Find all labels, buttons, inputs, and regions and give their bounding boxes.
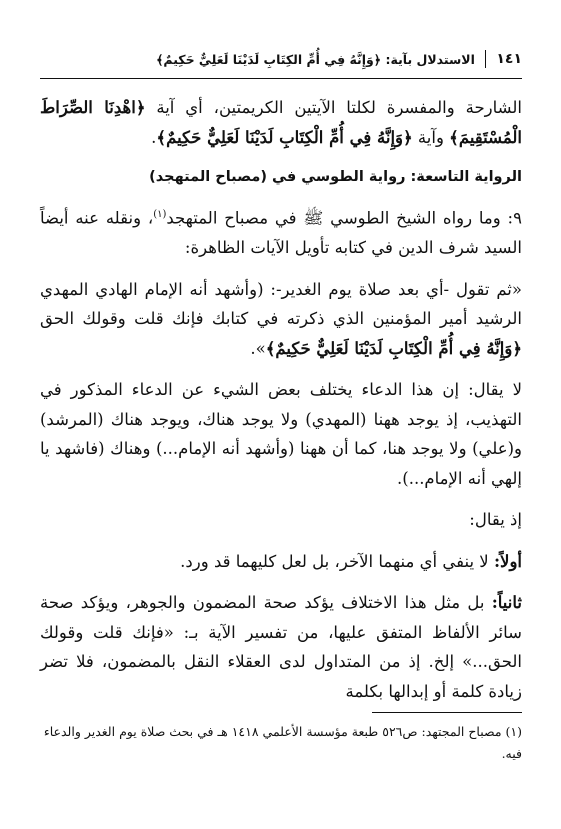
body-text bbox=[40, 93, 522, 765]
running-header bbox=[40, 44, 522, 79]
footnote bbox=[40, 721, 522, 765]
paragraph-4: لا يقال: إن هذا الدعاء يختلف بعض الشيء عن الدعاء المذكور في التهذيب، إذ يوجد ههنا (المهدي) ولا يوجد هناك، ويوجد هناك (المرشد) و(علي) ولا يوجد هنا، كما أن ههنا (وأشهد أنه الإمام...) وهناك (فاشهد يا إلهي أنه الإمام...). bbox=[40, 380, 522, 488]
paragraph-7 bbox=[40, 588, 522, 706]
paragraph-2 bbox=[40, 200, 522, 263]
paragraph-1-text-c: . bbox=[151, 127, 157, 147]
paragraph-3 bbox=[40, 275, 522, 364]
quran-verse-fatiha: ﴿اهْدِنَا الصِّرَاطَ الْمُسْتَقِيمَ﴾ bbox=[40, 98, 522, 147]
quran-verse-quoted: ﴿وَإِنَّهُ فِي أُمِّ الْكِتَابِ لَدَيْنَا لَعَلِيٌّ حَكِيمٌ﴾ bbox=[265, 338, 522, 358]
paragraph-5: إذ يقال: bbox=[469, 510, 522, 529]
header-separator bbox=[485, 50, 487, 68]
footnote-divider bbox=[372, 712, 522, 713]
point-first-label: أولاً: bbox=[493, 551, 522, 571]
footnote-text: مصباح المجتهد: ص٥٢٦ طبعة مؤسسة الأعلمي ١٤١٨ هـ في بحث صلاة يوم الغدير والدعاء فيه. bbox=[43, 724, 522, 761]
paragraph-6 bbox=[40, 547, 522, 577]
paragraph-7-text: بل مثل هذا الاختلاف يؤكد صحة المضمون والجوهر، ويؤكد صحة سائر الألفاظ المتفق عليها، من تفسير الآية بـ: «فإنك قلت وقولك الحق...» إلخ. إذ من المتداول لدى العقلاء النقل بالمضمون، فلا تضر زيادة كلمة أو إبدالها بكلمة bbox=[40, 593, 522, 701]
book-page bbox=[40, 44, 522, 765]
running-title: الاستدلال بآية: ﴿وَإِنَّهُ فِي أُمِّ الكِتَابِ لَدَيْنَا لَعَلِيٌّ حَكِيمٌ﴾ bbox=[156, 51, 475, 67]
section-heading: الرواية التاسعة: رواية الطوسي في (مصباح المتهجد) bbox=[149, 169, 522, 185]
footnote-number: (١) bbox=[505, 724, 522, 739]
page-number: ١٤١ bbox=[496, 51, 522, 67]
point-second-label: ثانياً: bbox=[491, 593, 522, 612]
footnote-reference[interactable]: (١) bbox=[153, 209, 167, 220]
paragraph-6-text: لا ينفي أي منهما الآخر، بل لعل كليهما قد ورد. bbox=[180, 551, 494, 571]
paragraph-3-text-a: «ثم تقول -أي بعد صلاة يوم الغدير-: (وأشهد أنه الإمام الهادي المهدي الرشيد أمير المؤمنين الذي ذكرته في كتابك فإنك قلت وقولك الحق bbox=[40, 279, 522, 328]
paragraph-3-text-b: ». bbox=[250, 338, 266, 358]
paragraph-2-text-b: ، ونقله عنه أيضاً السيد شرف الدين في كتابه تأويل الآيات الظاهرة: bbox=[40, 208, 522, 257]
paragraph-1-text-a: الشارحة والمفسرة لكلتا الآيتين الكريمتين، أي آية bbox=[145, 98, 522, 117]
quran-verse-zukhruf: ﴿وَإِنَّهُ فِي أُمِّ الْكِتَابِ لَدَيْنَا لَعَلِيٌّ حَكِيمٌ﴾ bbox=[156, 127, 413, 147]
paragraph-1-text-b: وآية bbox=[412, 127, 450, 147]
paragraph-2-text: ٩: وما رواه الشيخ الطوسي ﷺ في مصباح المتهجد bbox=[166, 208, 522, 228]
paragraph-1 bbox=[40, 93, 522, 152]
